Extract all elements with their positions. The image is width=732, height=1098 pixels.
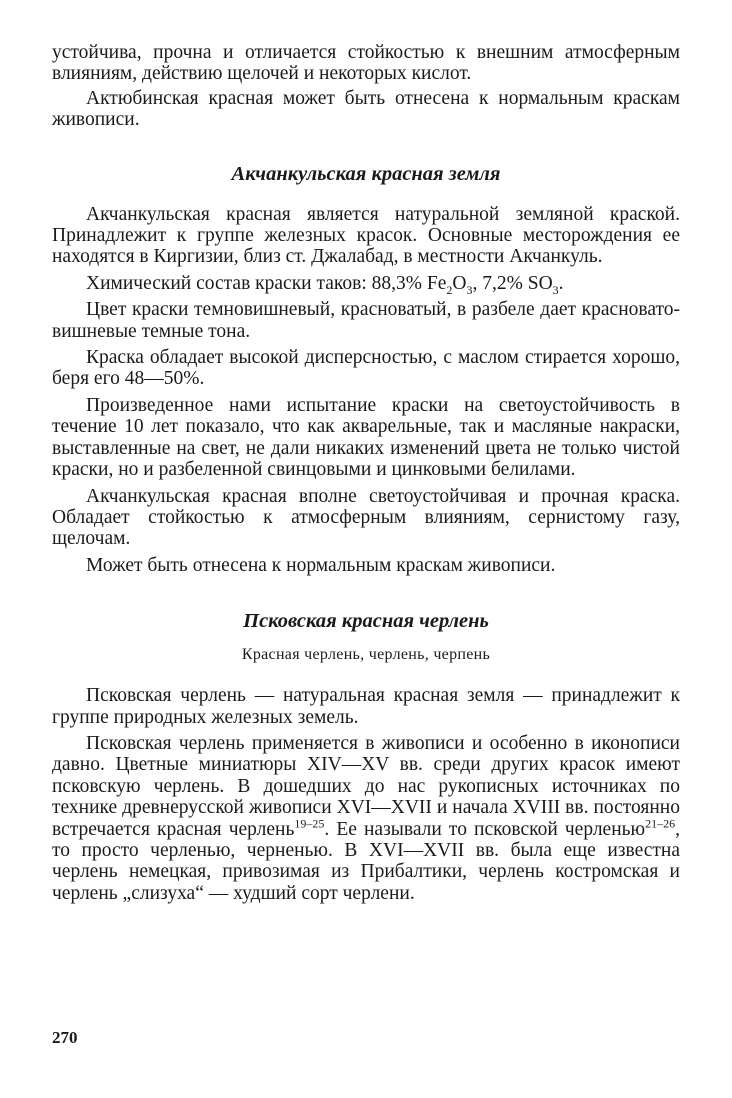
section-heading-akchankul: Акчанкульская красная земля: [231, 162, 501, 185]
paragraph-chemical-composition: Химический состав краски таков: 88,3% $Fe_2O_3$, 7,2% $SO_3$.: [86, 272, 564, 297]
paragraph-lightfastness-test: Произведенное нами испытание краски на светоустойчивость в течение 10 лет показало, что как акварельные, так и масляные накраски, выставленные на свет, не дали никаких изменений цвета не только чистой краски, но и разбеленной свинцовыми и цинковыми белилами.: [52, 394, 680, 481]
paragraph-color: Цвет краски темновишневый, красноватый, в разбеле дает красновато-вишневые темные тона.: [52, 299, 680, 342]
page-content: [52, 42, 680, 909]
page-number: 270: [52, 1028, 78, 1047]
section-subheading-synonyms: Красная черлень, черлень, черпень: [241, 646, 491, 664]
paragraph-continued: устойчива, прочна и отличается стойкостью к внешним атмосферным влияниям, действию щелочей и некоторых кислот.: [52, 42, 680, 85]
section-heading-pskov: Псковская красная черлень: [243, 610, 489, 633]
paragraph-dispersion: Краска обладает высокой дисперсностью, с маслом стирается хорошо, беря его 48—50%.: [52, 347, 680, 390]
paragraph-pskov-intro: Псковская черлень — натуральная красная земля — принадлежит к группе природных железных земель.: [52, 685, 680, 728]
paragraph-aktyubinsk: Актюбинская красная может быть отнесена к нормальным краскам живописи.: [52, 87, 680, 131]
paragraph-classification: Может быть отнесена к нормальным краскам живописи.: [86, 554, 556, 576]
paragraph-akchankul-intro: Акчанкульская красная является натуральной земляной краской. Принадлежит к группе железных красок. Основные месторождения ее находятся в Киргизии, близ ст. Джалабад, в местности Акчанкуль.: [52, 203, 680, 268]
paragraph-pskov-history: Псковская черлень применяется в живописи и особенно в иконописи давно. Цветные миниатюры XIV—XV вв. среди других красок имеют псковскую черлень. В дошедших до нас рукописных источниках по технике древнерусской живописи XVI—XVII и начала XVIII вв. постоянно встречается красная черлень$^{19-25}$. Ее называли то псковской черленью$^{21-26}$, то просто черленью, черненью. В XVI—XVII вв. была еще известна черлень немецкая, привозимая из Прибалтики, черлень костромская и черлень „слизуха“ — худший сорт черлени.: [52, 732, 680, 904]
paragraph-durability: Акчанкульская красная вполне светоустойчивая и прочная краска. Обладает стойкостью к атмосферным влияниям, сернистому газу, щелочам.: [52, 485, 680, 550]
